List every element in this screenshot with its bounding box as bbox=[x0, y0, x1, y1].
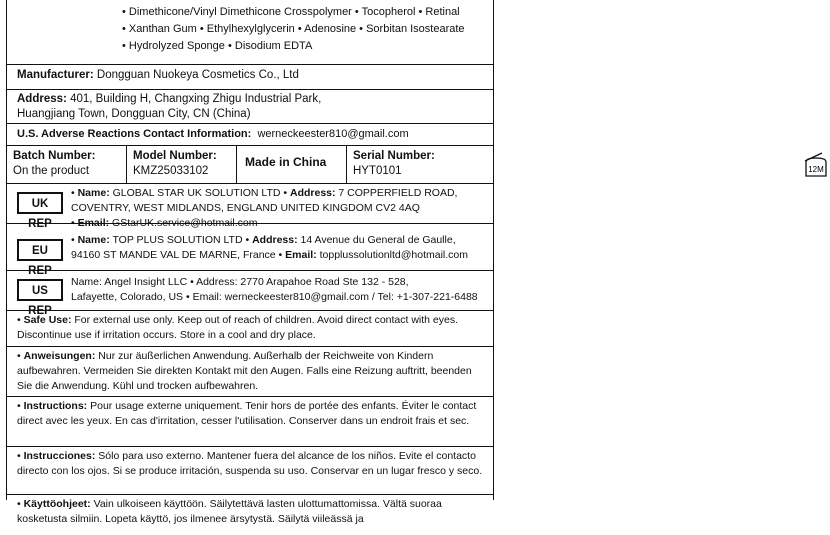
pao-jar-icon bbox=[802, 152, 830, 180]
address-line: Huangjiang Town, Dongguan City, CN (China) bbox=[17, 108, 251, 120]
uk-email-label: Email: bbox=[77, 217, 110, 229]
uk-name-label: Name: bbox=[77, 187, 110, 199]
address-section bbox=[7, 90, 493, 124]
uk-address-label: Address: bbox=[289, 187, 336, 199]
german-text: Nur zur äußerlichen Anwendung. Außerhalb der Reichweite von Kindern aufbewahren. Vermeiden Sie direkten Kontakt mit den Augen. Falls eine Reizung auftritt, beenden Sie die Anwendung. Kühl und trocken aufbewahren. bbox=[17, 350, 472, 392]
uk-rep-badge: UK REP bbox=[17, 192, 63, 214]
batch-row bbox=[7, 146, 824, 184]
safe-use-label: Safe Use: bbox=[23, 314, 72, 326]
safe-use-section: • Safe Use: For external use only. Keep out of reach of children. Avoid direct contact with eyes. Discontinue use if irritation occurs. Store in a cool and dry place. bbox=[7, 311, 493, 347]
uk-address-value: COVENTRY, WEST MIDLANDS, ENGLAND UNITED KINGDOM CV2 4AQ bbox=[71, 202, 420, 214]
batch-value: On the product bbox=[13, 165, 90, 177]
made-in-cell bbox=[237, 146, 347, 183]
eu-email-value: topplussolutionltd@hotmail.com bbox=[319, 249, 468, 261]
us-rep-text bbox=[71, 275, 489, 305]
german-instructions-section: • Anweisungen: Nur zur äußerlichen Anwendung. Außerhalb der Reichweite von Kindern aufbewahren. Vermeiden Sie direkten Kontakt mit den Augen. Falls eine Reizung auftritt, beenden Sie die Anwendung. Kühl und trocken aufbewahren. bbox=[7, 347, 493, 397]
german-label: Anweisungen: bbox=[23, 350, 96, 362]
ingredients-line: • Hydrolyzed Sponge • Disodium EDTA bbox=[122, 40, 313, 52]
serial-value: HYT0101 bbox=[353, 165, 402, 177]
eu-name-label: Name: bbox=[77, 234, 110, 246]
us-rep-line: Name: Angel Insight LLC • Address: 2770 Arapahoe Road Ste 132 - 528, bbox=[71, 276, 409, 288]
safe-use-text: For external use only. Keep out of reach of children. Avoid direct contact with eyes. Discontinue use if irritation occurs. Store in a cool and dry place. bbox=[17, 314, 459, 341]
batch-label: Batch Number: bbox=[13, 150, 96, 162]
eu-name-value: TOP PLUS SOLUTION LTD bbox=[112, 234, 243, 246]
us-rep-section bbox=[7, 271, 493, 317]
uk-address-value: 7 COPPERFIELD ROAD, bbox=[338, 187, 458, 199]
ingredients-line: • Dimethicone/Vinyl Dimethicone Crosspolymer • Tocopherol • Retinal bbox=[122, 6, 460, 18]
uk-email-value: GStarUK.service@hotmail.com bbox=[112, 217, 258, 229]
ingredients-list bbox=[7, 0, 493, 62]
serial-label: Serial Number: bbox=[353, 150, 435, 162]
finnish-instructions-section: • Käyttöohjeet: Vain ulkoiseen käyttöön. Säilytettävä lasten ulottumattomissa. Vältä suoraa kosketusta silmiin. Lopeta käyttö, jos ilmenee ärsytystä. Säilytä viileässä ja bbox=[17, 498, 442, 525]
manufacturer-label: Manufacturer: bbox=[17, 69, 94, 81]
french-text: Pour usage externe uniquement. Tenir hors de portée des enfants. Éviter le contact direct avec les yeux. En cas d'irritation, cesser l'utilisation. Conserver dans un endroit frais et sec. bbox=[17, 400, 477, 427]
uk-name-value: GLOBAL STAR UK SOLUTION LTD bbox=[112, 187, 281, 199]
us-rep-line: Lafayette, Colorado, US • Email: werneckeester810@gmail.com / Tel: +1-307-221-6488 bbox=[71, 291, 478, 303]
french-label: Instructions: bbox=[23, 400, 88, 412]
finnish-text: Vain ulkoiseen käyttöön. Säilytettävä lasten ulottumattomissa. Vältä suoraa kosketusta silmiin. Lopeta käyttö, jos ilmenee ärsytystä. Säilytä viileässä ja bbox=[17, 498, 442, 525]
spanish-instructions-section: • Instrucciones: Sólo para uso externo. Mantener fuera del alcance de los niños. Evite el contacto directo con los ojos. Si se produce irritación, suspenda su uso. Conservar en un lugar fresco y seco. bbox=[7, 447, 493, 495]
eu-rep-badge: EU REP bbox=[17, 239, 63, 261]
batch-cell bbox=[7, 146, 127, 183]
eu-email-label: Email: bbox=[285, 249, 317, 261]
adverse-label: U.S. Adverse Reactions Contact Information: bbox=[17, 128, 252, 140]
made-in-label: Made in China bbox=[245, 155, 327, 169]
uk-rep-section bbox=[7, 184, 493, 230]
address-line: 401, Building H, Changxing Zhigu Industrial Park, bbox=[70, 93, 322, 105]
eu-address-label: Address: bbox=[252, 234, 298, 246]
manufacturer-section bbox=[7, 65, 493, 90]
address-label: Address: bbox=[17, 93, 67, 105]
eu-rep-text: • Name: TOP PLUS SOLUTION LTD • Address: 14 Avenue du General de Gaulle, 94160 ST MANDE VAL DE MARNE, France • Email: topplussolutionltd@hotmail.com bbox=[71, 234, 468, 261]
model-label: Model Number: bbox=[133, 150, 217, 162]
eu-address-value: 94160 ST MANDE VAL DE MARNE, France bbox=[71, 249, 276, 261]
manufacturer-value: Dongguan Nuokeya Cosmetics Co., Ltd bbox=[96, 69, 299, 81]
finnish-label: Käyttöohjeet: bbox=[23, 498, 91, 510]
model-value: KMZ25033102 bbox=[133, 165, 209, 177]
adverse-email: werneckeester810@gmail.com bbox=[257, 128, 409, 140]
model-cell bbox=[127, 146, 237, 183]
adverse-reactions-section bbox=[7, 124, 493, 146]
us-rep-badge: US REP bbox=[17, 279, 63, 301]
pao-label: 12M bbox=[808, 165, 824, 174]
uk-rep-text: • Name: GLOBAL STAR UK SOLUTION LTD • Address: 7 COPPERFIELD ROAD, COVENTRY, WEST MIDLANDS, ENGLAND UNITED KINGDOM CV2 4AQ • Email: GStarUK.service@hotmail.com bbox=[71, 187, 458, 229]
product-label bbox=[6, 0, 824, 525]
section-divider bbox=[7, 58, 493, 65]
serial-cell bbox=[347, 146, 824, 183]
spanish-label: Instrucciones: bbox=[23, 450, 96, 462]
ingredients-line: • Xanthan Gum • Ethylhexylglycerin • Adenosine • Sorbitan Isostearate bbox=[122, 23, 465, 35]
eu-rep-section bbox=[7, 231, 493, 277]
spanish-text: Sólo para uso externo. Mantener fuera del alcance de los niños. Evite el contacto directo con los ojos. Si se produce irritación, suspenda su uso. Conservar en un lugar fresco y seco. bbox=[17, 450, 483, 477]
french-instructions-section: • Instructions: Pour usage externe uniquement. Tenir hors de portée des enfants. Éviter le contact direct avec les yeux. En cas d'irritation, cesser l'utilisation. Conserver dans un endroit frais et sec. bbox=[7, 397, 493, 447]
eu-address-value: 14 Avenue du General de Gaulle, bbox=[300, 234, 456, 246]
